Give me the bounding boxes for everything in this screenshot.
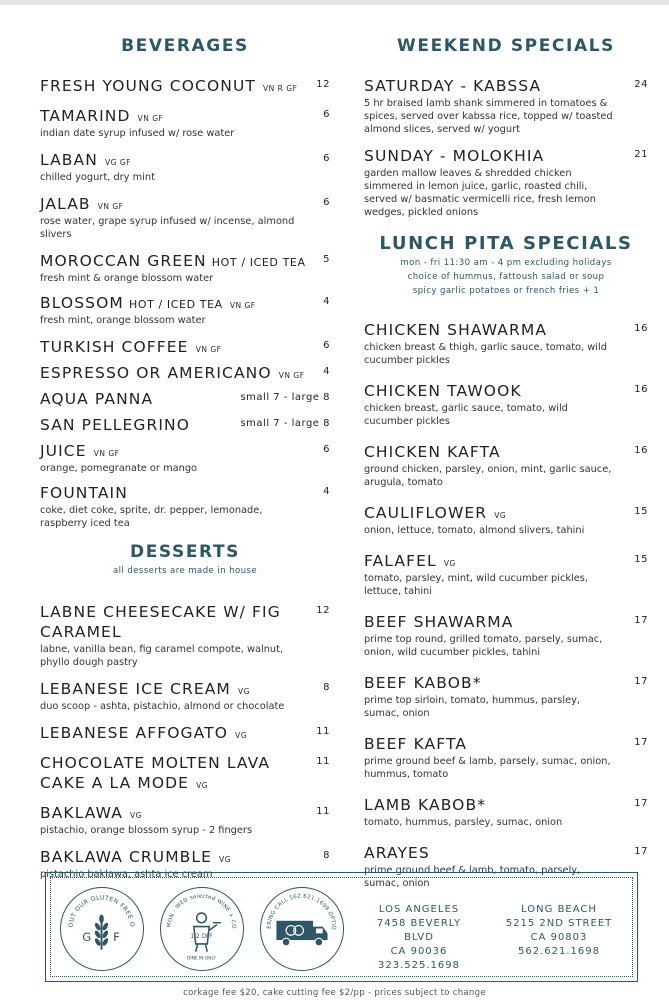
item-description: rose water, grape syrup infused w/ incense, almond slivers <box>40 216 295 240</box>
item-row <box>364 734 648 754</box>
item-row <box>40 602 330 642</box>
item-name: LABAN <box>40 151 98 169</box>
item-price: 6 <box>323 153 330 164</box>
item-description: prime top sirloin, tomato, hummus, parsley, sumac, onion <box>364 695 581 719</box>
diet-tag: VG <box>494 511 507 520</box>
lunch-item <box>364 795 648 829</box>
item-price: small 7 - large 8 <box>240 392 330 403</box>
fine-print: corkage fee $20, cake cutting fee $2/pp - prices subject to change <box>183 988 486 998</box>
diet-tag: VN GF <box>97 202 124 211</box>
item-name: BLOSSOM <box>40 294 124 312</box>
item-row <box>40 76 330 96</box>
gluten-free-badge-art <box>61 888 142 969</box>
item-title <box>364 76 634 96</box>
left-column <box>40 36 330 891</box>
item-title <box>364 734 634 754</box>
item-name: SAN PELLEGRINO <box>40 416 191 434</box>
item-price: 17 <box>634 615 648 626</box>
item-row <box>364 442 648 462</box>
item-row <box>364 843 648 863</box>
diet-tag: VN R GF <box>263 84 298 93</box>
item-title <box>364 320 634 340</box>
diet-tag: VG <box>196 781 209 790</box>
item-price: 11 <box>316 756 330 767</box>
badge-letter-f: F <box>113 930 120 945</box>
top-divider <box>0 0 669 5</box>
item-price: 17 <box>634 798 648 809</box>
lunch-item <box>364 734 648 781</box>
item-title <box>364 795 634 815</box>
item-title <box>364 146 634 166</box>
item-name: TAMARIND <box>40 107 131 125</box>
item-price: 6 <box>323 197 330 208</box>
item-row <box>40 847 330 867</box>
beverage-item <box>40 483 330 530</box>
item-title <box>40 483 323 503</box>
item-row <box>40 337 330 357</box>
item-price: 11 <box>316 806 330 817</box>
dessert-item <box>40 803 330 837</box>
item-description: pistachio, orange blossom syrup - 2 fingers <box>40 825 253 836</box>
item-name: TURKISH COFFEE <box>40 338 189 356</box>
item-description: fresh mint & orange blossom water <box>40 273 214 284</box>
lunch-item <box>364 320 648 367</box>
item-row <box>40 293 330 313</box>
half-off-badge-art <box>161 888 242 969</box>
item-name: FRESH YOUNG COCONUT <box>40 77 256 95</box>
item-title <box>40 723 316 743</box>
lunch-item <box>364 442 648 489</box>
waiter-icon <box>194 913 221 952</box>
item-row <box>40 723 330 743</box>
la-street: 7458 BEVERLY BLVD <box>376 918 462 943</box>
item-description: coke, diet coke, sprite, dr. pepper, lemonade, raspberry iced tea <box>40 505 263 529</box>
item-title <box>40 679 323 699</box>
item-title <box>40 293 323 313</box>
lunch-list <box>364 320 648 890</box>
item-title <box>40 150 323 170</box>
diet-tag: VG <box>235 731 248 740</box>
item-row <box>40 803 330 823</box>
long-beach-address <box>504 903 614 959</box>
item-price: small 7 - large 8 <box>240 418 330 429</box>
item-title <box>364 442 634 462</box>
item-title <box>40 76 316 96</box>
item-title <box>40 753 316 793</box>
item-extra: HOT / ICED TEA <box>128 298 223 311</box>
item-name: CAULIFLOWER <box>364 504 488 522</box>
desserts-title: DESSERTS <box>129 542 241 562</box>
gluten-free-arc-text: OUT OUR GLUTEN FREE O <box>67 894 136 928</box>
item-title <box>40 194 323 214</box>
item-price: 24 <box>634 79 648 90</box>
item-price: 21 <box>634 149 648 160</box>
beverage-item <box>40 441 330 475</box>
desserts-subtitle: all desserts are made in house <box>112 566 258 576</box>
item-name: CHICKEN KAFTA <box>364 443 501 461</box>
catering-badge <box>260 887 344 971</box>
item-description: tomato, parsley, mint, wild cucumber pickles, lettuce, tahini <box>364 573 588 597</box>
lunch-item <box>364 612 648 659</box>
catering-truck-icon <box>276 921 327 946</box>
lb-street: 5215 2ND STREET <box>505 918 613 929</box>
item-price: 17 <box>634 846 648 857</box>
item-description: onion, lettuce, tomato, almond slivers, tahini <box>364 525 585 536</box>
item-price: 17 <box>634 676 648 687</box>
item-description: chilled yogurt, dry mint <box>40 172 155 183</box>
item-row <box>40 363 330 383</box>
item-description: tomato, hummus, parsley, sumac, onion <box>364 817 563 828</box>
item-name: BEEF KABOB* <box>364 674 482 692</box>
weekend-list <box>364 76 648 219</box>
beverage-item <box>40 251 330 285</box>
item-name: SATURDAY - KABSSA <box>364 77 542 95</box>
item-description: ground chicken, parsley, onion, mint, garlic sauce, arugula, tomato <box>364 464 612 488</box>
item-title <box>364 673 634 693</box>
item-price: 17 <box>634 737 648 748</box>
svg-text:ASK ABOUT OUR GLUTEN FREE OPTI <box>61 888 135 928</box>
item-row <box>40 389 330 409</box>
item-price: 6 <box>323 340 330 351</box>
half-off-center-text: 1/2 OFF <box>190 934 213 941</box>
item-title <box>364 551 634 571</box>
right-column <box>364 36 648 904</box>
item-extra: HOT / ICED TEA <box>211 256 306 269</box>
diet-tag: VG <box>443 559 456 568</box>
dessert-item <box>40 753 330 793</box>
item-description: indian date syrup infused w/ rose water <box>40 128 235 139</box>
item-title <box>40 389 240 409</box>
item-description: prime ground beef & lamb, parsely, sumac, onion, hummus, tomato <box>364 756 611 780</box>
item-name: LEBANESE ICE CREAM <box>40 680 231 698</box>
item-title <box>364 843 634 863</box>
item-name: BEEF SHAWARMA <box>364 613 514 631</box>
half-off-arc-text: MON - WED selected WINE + CO <box>166 893 237 929</box>
item-title <box>364 381 634 401</box>
beverage-item <box>40 337 330 357</box>
beverage-item <box>40 389 330 409</box>
item-title <box>40 415 240 435</box>
item-name: CHICKEN TAWOOK <box>364 382 522 400</box>
dine-in-text: DINE IN ONLY <box>187 956 216 962</box>
item-price: 8 <box>323 682 330 693</box>
catering-badge-art <box>261 888 342 969</box>
item-price: 4 <box>323 296 330 307</box>
item-name: BEEF KAFTA <box>364 735 468 753</box>
item-name: JUICE <box>40 442 87 460</box>
item-price: 16 <box>634 323 648 334</box>
item-title <box>40 803 316 823</box>
item-price: 12 <box>316 79 330 90</box>
item-title <box>40 106 323 126</box>
item-price: 8 <box>323 850 330 861</box>
lunch-fries: spicy garlic potatoes or french fries + 1 <box>412 286 600 296</box>
item-row <box>40 483 330 503</box>
la-phone[interactable]: 323.525.1698 <box>378 960 460 971</box>
diet-tag: VG <box>219 855 232 864</box>
beverage-item <box>40 194 330 241</box>
item-name: CHOCOLATE MOLTEN LAVA CAKE A LA MODE <box>40 754 271 792</box>
item-price: 6 <box>323 444 330 455</box>
item-price: 11 <box>316 726 330 737</box>
item-row <box>40 753 330 793</box>
item-name: BAKLAWA <box>40 804 123 822</box>
item-row <box>40 415 330 435</box>
item-name: LAMB KABOB* <box>364 796 487 814</box>
gluten-free-badge <box>60 887 144 971</box>
item-price: 12 <box>316 605 330 616</box>
lunch-title: LUNCH PITA SPECIALS <box>379 233 633 254</box>
beverage-item <box>40 293 330 327</box>
item-row <box>364 795 648 815</box>
wheat-icon <box>94 915 110 950</box>
item-title <box>364 612 634 632</box>
lb-phone[interactable]: 562.621.1698 <box>518 946 600 957</box>
lunch-item <box>364 381 648 428</box>
item-price: 4 <box>323 486 330 497</box>
diet-tag: VG GF <box>105 158 131 167</box>
item-description: garden mallow leaves & shredded chicken simmered in lemon juice, garlic, roasted chili, served w/ basmatic vermicelli rice, fresh lemon wedges, pickled onions <box>364 168 596 218</box>
item-title <box>40 847 323 867</box>
beverages-list <box>40 76 330 530</box>
item-name: CHICKEN SHAWARMA <box>364 321 548 339</box>
item-description: pistachio baklawa, ashta ice cream <box>40 869 213 880</box>
beverage-item <box>40 106 330 140</box>
item-description: labne, vanilla bean, fig caramel compote, walnut, phyllo dough pastry <box>40 644 284 668</box>
lunch-item <box>364 551 648 598</box>
item-price: 16 <box>634 445 648 456</box>
item-title <box>40 337 323 357</box>
item-name: SUNDAY - MOLOKHIA <box>364 147 545 165</box>
diet-tag: VN GF <box>195 345 222 354</box>
beverage-item <box>40 76 330 96</box>
lunch-hours: mon - fri 11:30 am - 4 pm excluding holidays <box>400 258 612 268</box>
item-description: prime ground beef & lamb, tomato, parsely, sumac, onion <box>364 865 581 889</box>
diet-tag: VG <box>130 811 142 820</box>
item-name: AQUA PANNA <box>40 390 154 408</box>
item-row <box>40 106 330 126</box>
item-price: 6 <box>323 109 330 120</box>
lunch-item <box>364 673 648 720</box>
item-title <box>40 602 316 642</box>
lb-city: LONG BEACH <box>521 904 597 915</box>
footer-box <box>45 872 638 982</box>
lb-state: CA 90803 <box>530 932 588 943</box>
item-row <box>40 441 330 461</box>
weekend-title: WEEKEND SPECIALS <box>397 36 615 56</box>
item-row <box>364 673 648 693</box>
item-row <box>364 612 648 632</box>
item-description: chicken breast, garlic sauce, tomato, wild cucumber pickles <box>364 403 568 427</box>
item-row <box>40 150 330 170</box>
item-row <box>40 679 330 699</box>
diet-tag: VN GF <box>278 371 305 380</box>
beverage-item <box>40 415 330 435</box>
diet-tag: VG <box>237 687 250 696</box>
lunch-sides: choice of hummus, fattoush salad or soup <box>407 272 605 282</box>
item-title <box>40 441 323 461</box>
item-title <box>40 363 323 383</box>
item-price: 5 <box>323 254 330 265</box>
item-description: prime top round, grilled tomato, parsely, sumac, onion, wild cucumber pickles, tahini <box>364 634 603 658</box>
la-city: LOS ANGELES <box>378 904 460 915</box>
item-price: 15 <box>634 554 648 565</box>
item-name: FOUNTAIN <box>40 484 128 502</box>
item-description: fresh mint, orange blossom water <box>40 315 206 326</box>
item-row <box>364 320 648 340</box>
dessert-item <box>40 602 330 669</box>
item-price: 4 <box>323 366 330 377</box>
diet-tag: VN GF <box>229 301 256 310</box>
item-name: ESPRESSO OR AMERICANO <box>40 364 272 382</box>
item-row <box>40 194 330 214</box>
item-price: 15 <box>634 506 648 517</box>
item-name: ARAYES <box>364 844 430 862</box>
half-off-badge <box>160 887 244 971</box>
item-row <box>364 76 648 96</box>
item-name: BAKLAWA CRUMBLE <box>40 848 213 866</box>
item-title <box>40 251 323 271</box>
diet-tag: VN GF <box>137 114 164 123</box>
item-row <box>364 146 648 166</box>
beverage-item <box>40 363 330 383</box>
weekend-item <box>364 76 648 136</box>
beverages-title: BEVERAGES <box>121 36 249 56</box>
weekend-item <box>364 146 648 219</box>
lunch-item <box>364 503 648 537</box>
dessert-item <box>40 679 330 713</box>
item-title <box>364 503 634 523</box>
los-angeles-address <box>364 903 474 973</box>
svg-text:1/2 OFF MON - WED selected WIN <box>161 888 236 929</box>
item-description: chicken breast & thigh, garlic sauce, tomato, wild cucumber pickles <box>364 342 607 366</box>
item-price: 16 <box>634 384 648 395</box>
diet-tag: VN GF <box>93 449 120 458</box>
item-row <box>364 503 648 523</box>
item-row <box>40 251 330 271</box>
la-state: CA 90036 <box>390 946 448 957</box>
item-name: LABNE CHEESECAKE W/ FIG CARAMEL <box>40 603 281 641</box>
item-row <box>364 551 648 571</box>
item-name: JALAB <box>40 195 91 213</box>
item-row <box>364 381 648 401</box>
item-description: 5 hr braised lamb shank simmered in tomatoes & spices, served over kabssa rice, topped w/ toasted almond slices, served w/ yogurt <box>364 98 613 135</box>
item-description: orange, pomegranate or mango <box>40 463 198 474</box>
catering-arc-text: ERING CALL 562.621.1698 OPTIO <box>266 893 337 931</box>
beverage-item <box>40 150 330 184</box>
badge-letter-g: G <box>82 930 92 945</box>
item-name: MOROCCAN GREEN <box>40 252 207 270</box>
item-name: LEBANESE AFFOGATO <box>40 724 229 742</box>
item-description: duo scoop - ashta, pistachio, almond or chocolate <box>40 701 285 712</box>
dessert-item <box>40 723 330 743</box>
item-name: FALAFEL <box>364 552 437 570</box>
desserts-list <box>40 602 330 881</box>
